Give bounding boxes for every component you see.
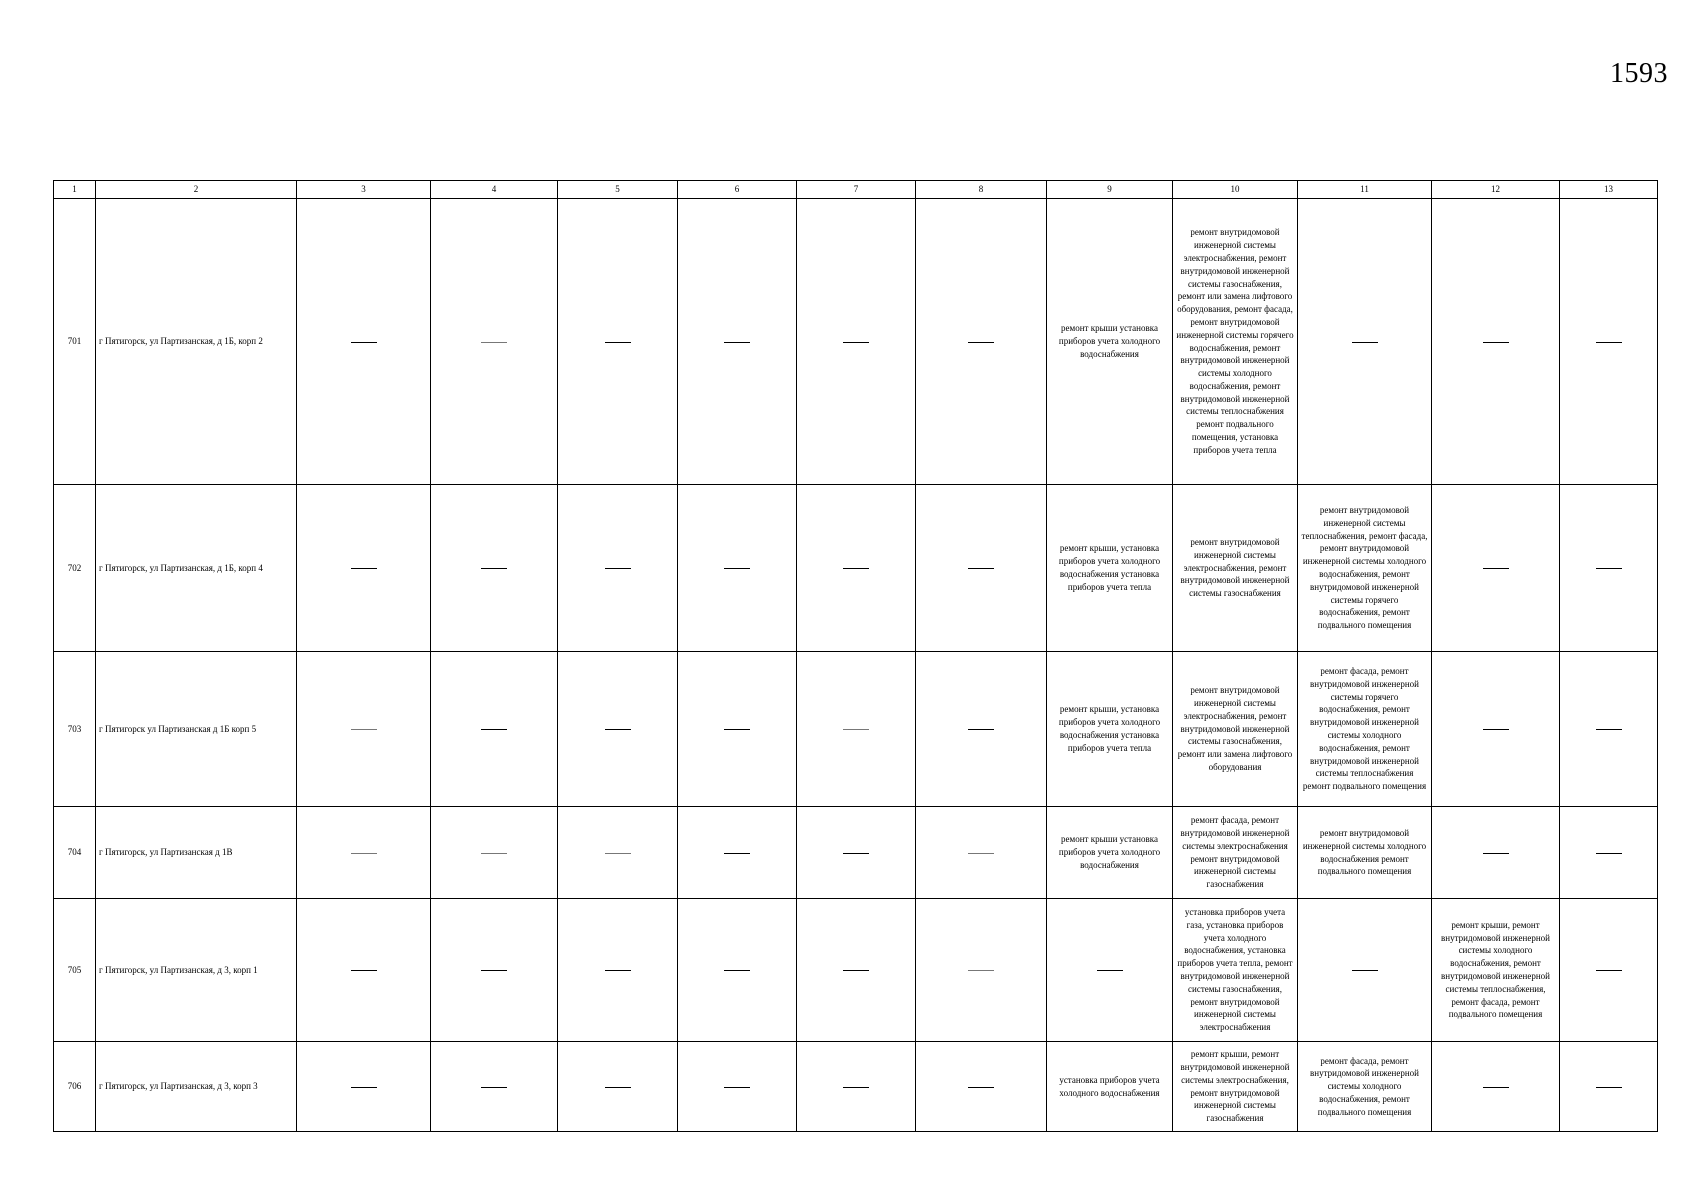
- dash-mark: [843, 342, 869, 343]
- empty-cell: [797, 199, 916, 485]
- empty-cell: [431, 1042, 558, 1132]
- empty-cell: [558, 485, 678, 652]
- column-header: 13: [1560, 181, 1658, 199]
- dash-mark: [605, 729, 631, 730]
- empty-cell: [1560, 199, 1658, 485]
- dash-mark: [968, 568, 994, 569]
- empty-cell: [797, 485, 916, 652]
- column-header: 3: [297, 181, 431, 199]
- dash-mark: [481, 729, 507, 730]
- empty-cell: [916, 652, 1047, 807]
- dash-mark: [1352, 342, 1378, 343]
- empty-cell: [1047, 899, 1173, 1042]
- dash-mark: [843, 970, 869, 971]
- works-cell: ремонт крыши, установка приборов учета холодного водоснабжения установка приборов учета тепла: [1047, 652, 1173, 807]
- address-cell: г Пятигорск, ул Партизанская, д 3, корп 1: [96, 899, 297, 1042]
- table-row: [54, 652, 1658, 807]
- column-header: 6: [678, 181, 797, 199]
- column-header: 8: [916, 181, 1047, 199]
- dash-mark: [351, 853, 377, 854]
- empty-cell: [797, 807, 916, 899]
- empty-cell: [297, 1042, 431, 1132]
- works-cell: ремонт фасада, ремонт внутридомовой инженерной системы электроснабжения ремонт внутридомовой инженерной системы газоснабжения: [1173, 807, 1298, 899]
- dash-mark: [351, 970, 377, 971]
- dash-mark: [481, 568, 507, 569]
- row-number: 701: [54, 199, 96, 485]
- dash-mark: [1483, 729, 1509, 730]
- empty-cell: [1432, 652, 1560, 807]
- works-cell: ремонт крыши установка приборов учета холодного водоснабжения: [1047, 807, 1173, 899]
- column-header: 10: [1173, 181, 1298, 199]
- dash-mark: [1097, 970, 1123, 971]
- works-cell: ремонт внутридомовой инженерной системы холодного водоснабжения ремонт подвального помещения: [1298, 807, 1432, 899]
- dash-mark: [843, 729, 869, 730]
- dash-mark: [481, 970, 507, 971]
- empty-cell: [431, 899, 558, 1042]
- dash-mark: [843, 853, 869, 854]
- empty-cell: [297, 199, 431, 485]
- empty-cell: [678, 899, 797, 1042]
- row-number: 703: [54, 652, 96, 807]
- column-header: 9: [1047, 181, 1173, 199]
- empty-cell: [678, 1042, 797, 1132]
- empty-cell: [1432, 485, 1560, 652]
- table-row: [54, 807, 1658, 899]
- empty-cell: [797, 1042, 916, 1132]
- empty-cell: [678, 807, 797, 899]
- row-number: 705: [54, 899, 96, 1042]
- works-cell: ремонт крыши установка приборов учета холодного водоснабжения: [1047, 199, 1173, 485]
- empty-cell: [297, 899, 431, 1042]
- empty-cell: [1560, 652, 1658, 807]
- works-cell: ремонт крыши, ремонт внутридомовой инженерной системы холодного водоснабжения, ремонт внутридомовой инженерной системы теплоснабжения, ремонт фасада, ремонт подвального помещения: [1432, 899, 1560, 1042]
- empty-cell: [1560, 1042, 1658, 1132]
- empty-cell: [1298, 199, 1432, 485]
- empty-cell: [297, 807, 431, 899]
- empty-cell: [916, 807, 1047, 899]
- row-number: 702: [54, 485, 96, 652]
- dash-mark: [351, 729, 377, 730]
- column-header: 7: [797, 181, 916, 199]
- empty-cell: [558, 807, 678, 899]
- empty-cell: [678, 199, 797, 485]
- empty-cell: [431, 652, 558, 807]
- column-header: 1: [54, 181, 96, 199]
- works-cell: установка приборов учета холодного водоснабжения: [1047, 1042, 1173, 1132]
- column-header: 5: [558, 181, 678, 199]
- empty-cell: [916, 899, 1047, 1042]
- address-cell: г Пятигорск, ул Партизанская, д 1Б, корп 4: [96, 485, 297, 652]
- dash-mark: [605, 853, 631, 854]
- empty-cell: [1560, 485, 1658, 652]
- page-number: 1593: [1610, 58, 1668, 89]
- works-cell: установка приборов учета газа, установка приборов учета холодного водоснабжения, установка приборов учета тепла, ремонт внутридомовой инженерной системы газоснабжения, ремонт внутридомовой инженерной системы электроснабжения: [1173, 899, 1298, 1042]
- dash-mark: [351, 1087, 377, 1088]
- dash-mark: [968, 853, 994, 854]
- dash-mark: [1596, 568, 1622, 569]
- empty-cell: [558, 199, 678, 485]
- column-header: 11: [1298, 181, 1432, 199]
- dash-mark: [968, 970, 994, 971]
- dash-mark: [1596, 1087, 1622, 1088]
- address-cell: г Пятигорск, ул Партизанская, д 1Б, корп 2: [96, 199, 297, 485]
- empty-cell: [558, 899, 678, 1042]
- empty-cell: [558, 652, 678, 807]
- empty-cell: [558, 1042, 678, 1132]
- column-header: 2: [96, 181, 297, 199]
- dash-mark: [968, 1087, 994, 1088]
- capital-repair-table: [53, 180, 1658, 1132]
- dash-mark: [968, 729, 994, 730]
- empty-cell: [1298, 899, 1432, 1042]
- dash-mark: [724, 568, 750, 569]
- column-header: 4: [431, 181, 558, 199]
- table-row: [54, 899, 1658, 1042]
- dash-mark: [605, 568, 631, 569]
- dash-mark: [968, 342, 994, 343]
- dash-mark: [724, 342, 750, 343]
- dash-mark: [1352, 970, 1378, 971]
- dash-mark: [1596, 342, 1622, 343]
- works-cell: ремонт внутридомовой инженерной системы теплоснабжения, ремонт фасада, ремонт внутридомовой инженерной системы холодного водоснабжения, ремонт внутридомовой инженерной системы горячего водоснабжения, ремонт подвального помещения: [1298, 485, 1432, 652]
- dash-mark: [351, 342, 377, 343]
- dash-mark: [724, 729, 750, 730]
- table-row: [54, 199, 1658, 485]
- works-cell: ремонт внутридомовой инженерной системы электроснабжения, ремонт внутридомовой инженерной системы газоснабжения, ремонт или замена лифтового оборудования, ремонт фасада, ремонт внутридомовой инженерной системы горячего водоснабжения, ремонт внутридомовой инженерной системы холодного водоснабжения, ремонт внутридомовой инженерной системы теплоснабжения ремонт подвального помещения, установка приборов учета тепла: [1173, 199, 1298, 485]
- dash-mark: [351, 568, 377, 569]
- empty-cell: [916, 1042, 1047, 1132]
- address-cell: г Пятигорск, ул Партизанская д 1В: [96, 807, 297, 899]
- dash-mark: [605, 1087, 631, 1088]
- empty-cell: [431, 807, 558, 899]
- empty-cell: [916, 485, 1047, 652]
- empty-cell: [797, 899, 916, 1042]
- dash-mark: [1483, 853, 1509, 854]
- dash-mark: [605, 970, 631, 971]
- works-cell: ремонт внутридомовой инженерной системы электроснабжения, ремонт внутридомовой инженерной системы газоснабжения: [1173, 485, 1298, 652]
- dash-mark: [724, 1087, 750, 1088]
- dash-mark: [843, 568, 869, 569]
- row-number: 704: [54, 807, 96, 899]
- empty-cell: [797, 652, 916, 807]
- dash-mark: [481, 1087, 507, 1088]
- empty-cell: [678, 485, 797, 652]
- empty-cell: [1432, 199, 1560, 485]
- empty-cell: [1560, 807, 1658, 899]
- dash-mark: [605, 342, 631, 343]
- empty-cell: [678, 652, 797, 807]
- dash-mark: [1483, 1087, 1509, 1088]
- table-row: [54, 485, 1658, 652]
- dash-mark: [1596, 853, 1622, 854]
- column-header: 12: [1432, 181, 1560, 199]
- works-cell: ремонт фасада, ремонт внутридомовой инженерной системы горячего водоснабжения, ремонт внутридомовой инженерной системы холодного водоснабжения, ремонт внутридомовой инженерной системы теплоснабжения ремонт подвального помещения: [1298, 652, 1432, 807]
- works-cell: ремонт внутридомовой инженерной системы электроснабжения, ремонт внутридомовой инженерной системы газоснабжения, ремонт или замена лифтового оборудования: [1173, 652, 1298, 807]
- table-row: [54, 1042, 1658, 1132]
- dash-mark: [481, 853, 507, 854]
- dash-mark: [1596, 729, 1622, 730]
- empty-cell: [297, 485, 431, 652]
- empty-cell: [431, 199, 558, 485]
- dash-mark: [1483, 568, 1509, 569]
- dash-mark: [481, 342, 507, 343]
- empty-cell: [916, 199, 1047, 485]
- dash-mark: [843, 1087, 869, 1088]
- address-cell: г Пятигорск, ул Партизанская, д 3, корп 3: [96, 1042, 297, 1132]
- row-number: 706: [54, 1042, 96, 1132]
- dash-mark: [724, 853, 750, 854]
- works-cell: ремонт крыши, ремонт внутридомовой инженерной системы электроснабжения, ремонт внутридомовой инженерной системы газоснабжения: [1173, 1042, 1298, 1132]
- column-number-row: [54, 181, 1658, 199]
- empty-cell: [297, 652, 431, 807]
- dash-mark: [724, 970, 750, 971]
- works-cell: ремонт крыши, установка приборов учета холодного водоснабжения установка приборов учета тепла: [1047, 485, 1173, 652]
- empty-cell: [1432, 807, 1560, 899]
- empty-cell: [1432, 1042, 1560, 1132]
- works-cell: ремонт фасада, ремонт внутридомовой инженерной системы холодного водоснабжения, ремонт подвального помещения: [1298, 1042, 1432, 1132]
- dash-mark: [1483, 342, 1509, 343]
- address-cell: г Пятигорск ул Партизанская д 1Б корп 5: [96, 652, 297, 807]
- dash-mark: [1596, 970, 1622, 971]
- empty-cell: [1560, 899, 1658, 1042]
- empty-cell: [431, 485, 558, 652]
